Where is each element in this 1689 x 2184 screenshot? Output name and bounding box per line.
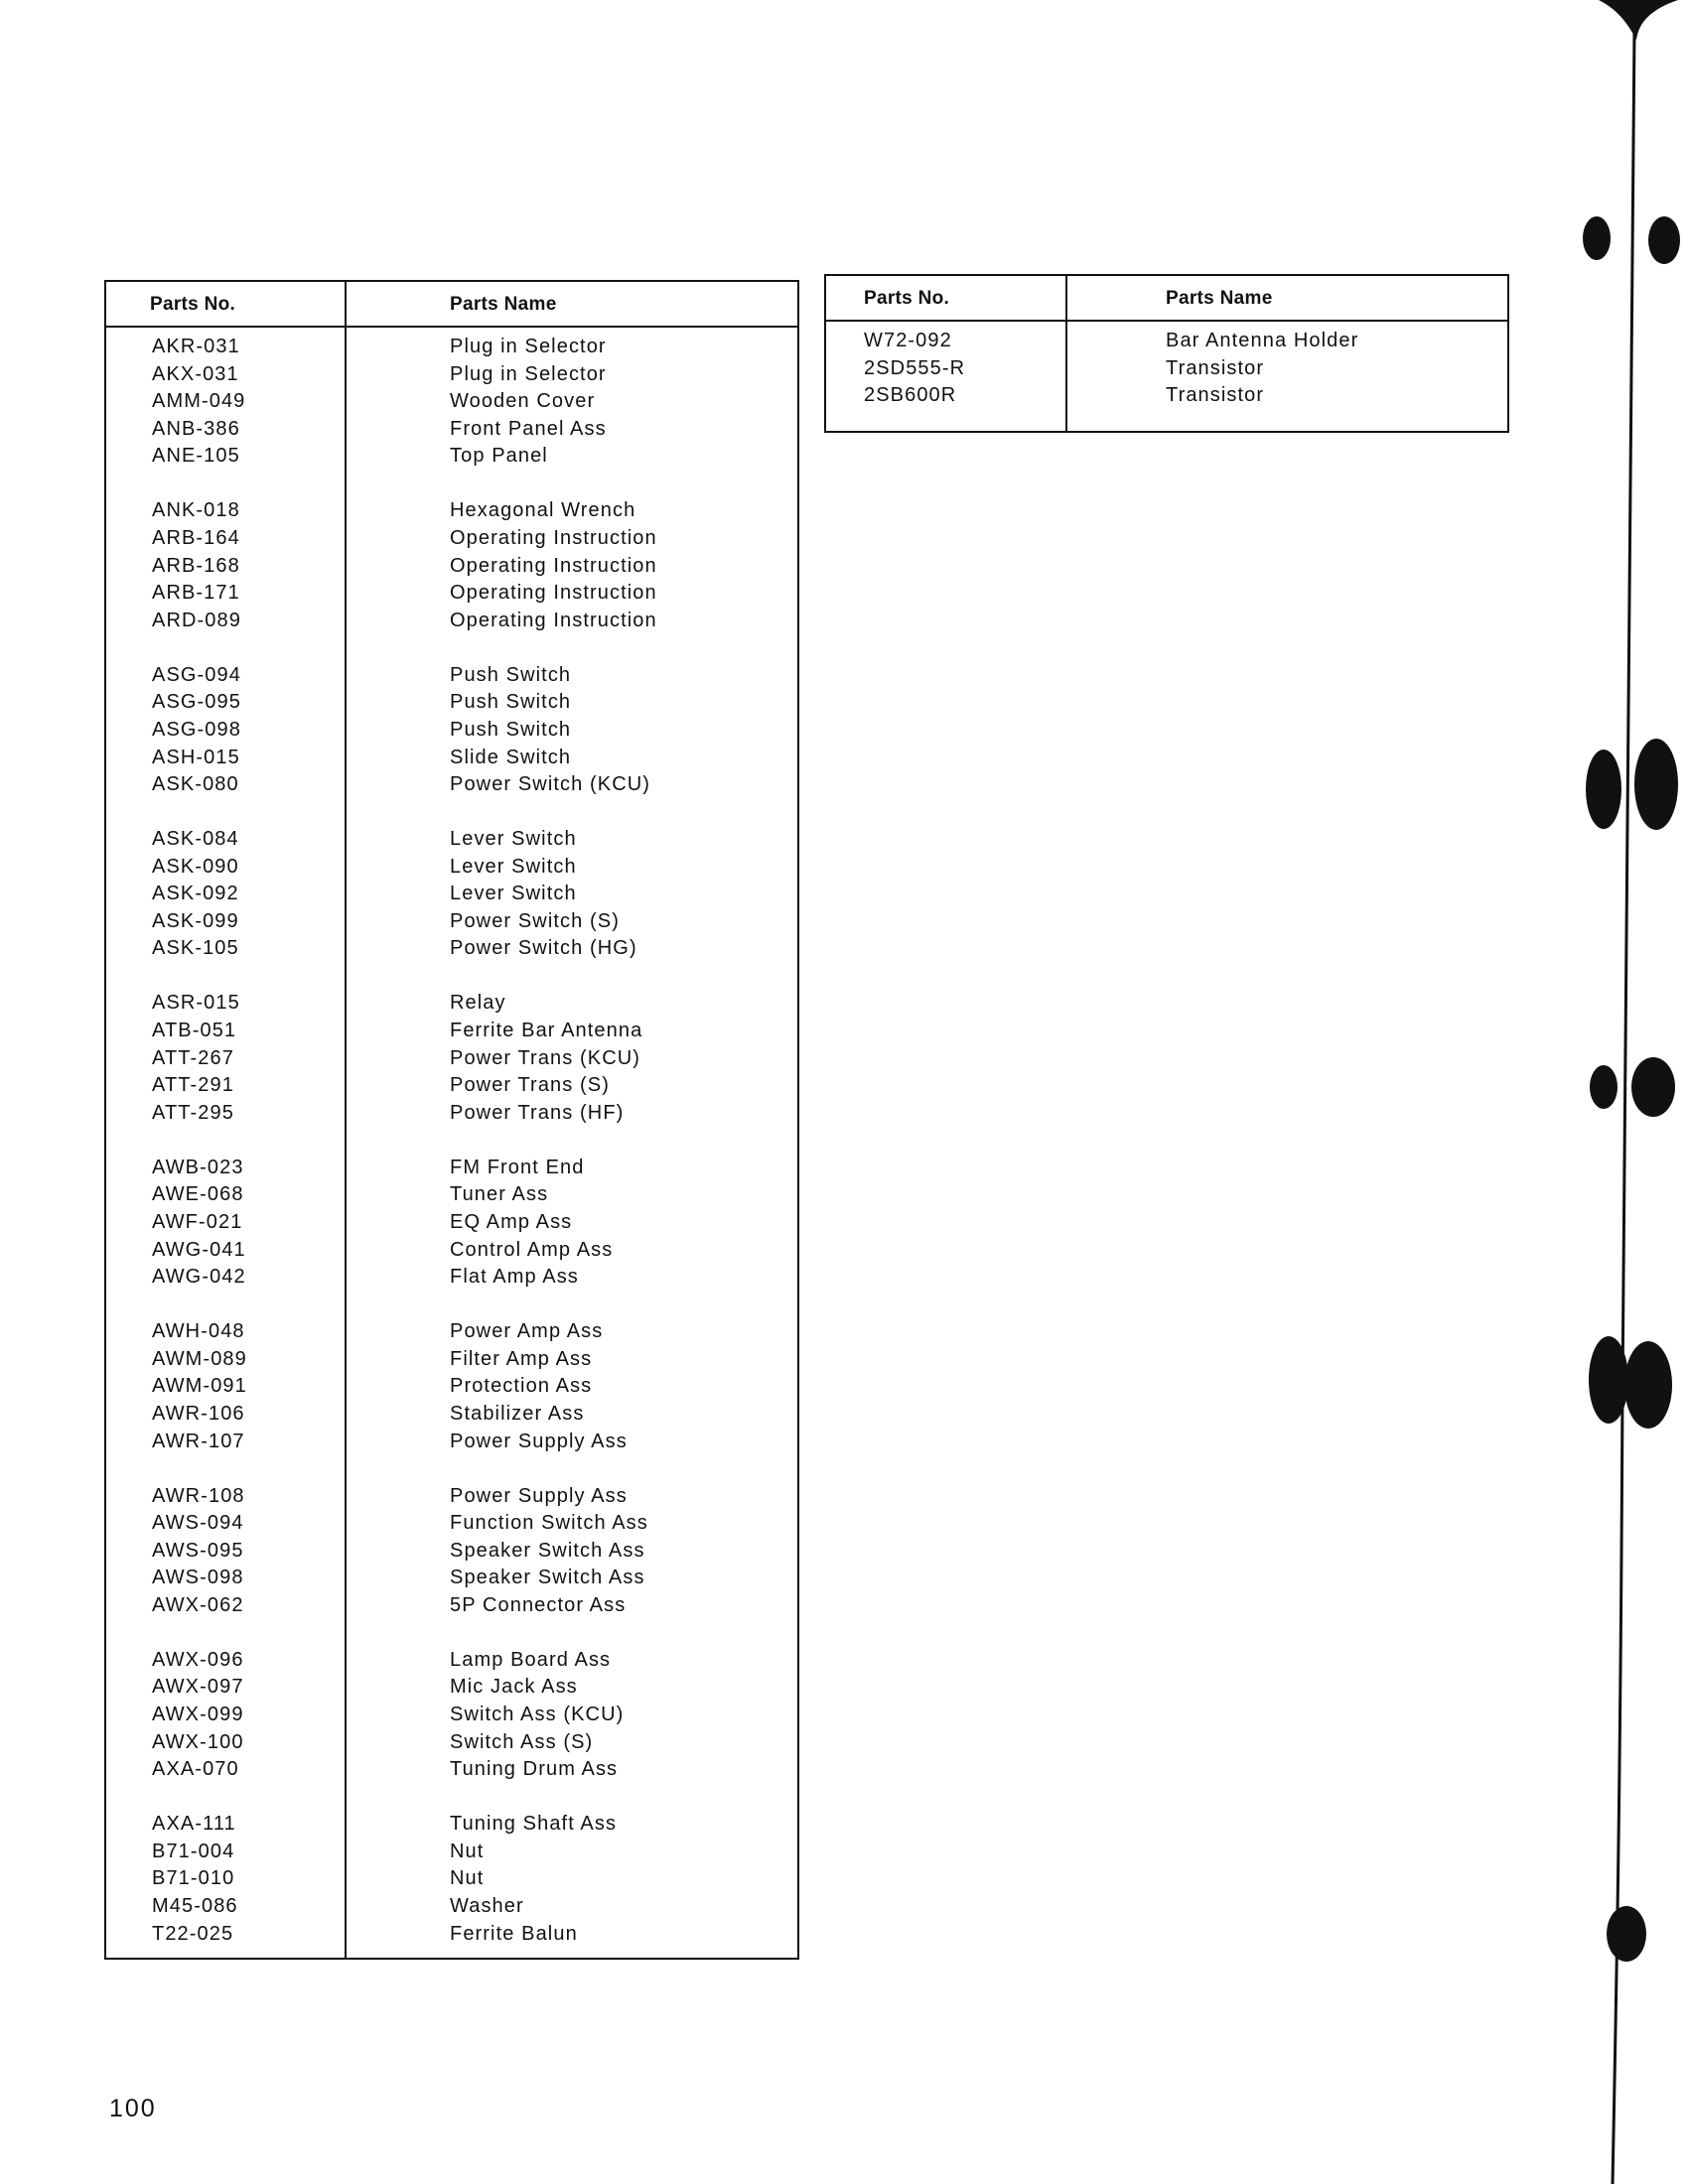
parts-no-cell: ARD-089 [152, 609, 241, 631]
parts-name-cell: Bar Antenna Holder [1166, 330, 1359, 351]
parts-name-cell: Push Switch [450, 663, 572, 686]
parts-no-cell: AWR-107 [152, 1430, 245, 1452]
parts-no-cell: AWS-098 [152, 1567, 244, 1589]
parts-name-cell: Lamp Board Ass [450, 1648, 612, 1671]
parts-no-cell: ANB-386 [152, 417, 240, 440]
binding-hole-4 [1634, 739, 1678, 830]
parts-no-cell: AWR-106 [152, 1402, 245, 1425]
parts-no-cell: ASK-084 [152, 828, 239, 851]
parts-no-cell: ATB-051 [152, 1020, 237, 1042]
parts-no-cell: AWM-091 [152, 1375, 247, 1398]
parts-name-cell: Power Trans (S) [450, 1074, 610, 1097]
parts-name-cell: Tuner Ass [450, 1183, 549, 1206]
parts-name-cell: Power Switch (HG) [450, 937, 637, 960]
parts-name-cell: Power Switch (KCU) [450, 773, 651, 796]
left-header-parts-name: Parts Name [450, 294, 557, 315]
parts-name-cell: Lever Switch [450, 883, 577, 905]
parts-no-cell: ARB-168 [152, 554, 240, 577]
parts-no-cell: AWX-062 [152, 1593, 244, 1616]
right-header-parts-name: Parts Name [1166, 288, 1273, 309]
parts-name-cell: Tuning Shaft Ass [450, 1813, 618, 1836]
parts-no-cell: AWG-041 [152, 1238, 246, 1261]
parts-name-cell: Power Amp Ass [450, 1320, 604, 1343]
parts-name-cell: Ferrite Bar Antenna [450, 1020, 643, 1042]
parts-name-cell: FM Front End [450, 1156, 585, 1178]
parts-name-cell: Push Switch [450, 718, 572, 741]
parts-name-cell: Plug in Selector [450, 336, 607, 357]
binding-hole-5 [1590, 1065, 1618, 1109]
parts-name-cell: Power Supply Ass [450, 1430, 628, 1452]
parts-name-cell: Operating Instruction [450, 526, 657, 549]
parts-name-cell: Power Switch (S) [450, 909, 620, 932]
parts-name-cell: Ferrite Balun [450, 1922, 578, 1945]
parts-name-cell: Washer [450, 1895, 524, 1918]
parts-no-cell: AWX-097 [152, 1676, 244, 1699]
left-header-parts-no: Parts No. [150, 294, 236, 315]
page-number: 100 [109, 2095, 157, 2122]
binding-hole-9 [1607, 1906, 1646, 1962]
parts-name-cell: Relay [450, 992, 506, 1015]
parts-name-cell: Protection Ass [450, 1375, 593, 1398]
parts-name-cell: Wooden Cover [450, 390, 596, 413]
parts-no-cell: AXA-111 [152, 1813, 236, 1836]
parts-no-cell: T22-025 [152, 1922, 234, 1945]
parts-name-cell: Power Trans (KCU) [450, 1046, 641, 1069]
parts-no-cell: AWB-023 [152, 1156, 244, 1178]
parts-name-cell: 5P Connector Ass [450, 1593, 627, 1616]
parts-no-cell: AWM-089 [152, 1347, 247, 1370]
parts-name-cell: Operating Instruction [450, 554, 657, 577]
parts-name-cell: Mic Jack Ass [450, 1676, 578, 1699]
parts-no-cell: ATT-291 [152, 1074, 234, 1097]
parts-no-cell: 2SD555-R [864, 356, 966, 379]
parts-no-cell: B71-004 [152, 1840, 235, 1862]
parts-no-cell: AMM-049 [152, 390, 246, 413]
parts-no-cell: AWX-096 [152, 1648, 244, 1671]
binding-hole-8 [1624, 1341, 1672, 1429]
parts-name-cell: Plug in Selector [450, 362, 607, 385]
parts-no-cell: AKX-031 [152, 362, 239, 385]
parts-no-cell: AWR-108 [152, 1484, 245, 1507]
parts-name-cell: Switch Ass (S) [450, 1730, 594, 1753]
binding-hole-6 [1631, 1057, 1675, 1117]
parts-name-cell: Flat Amp Ass [450, 1266, 579, 1289]
parts-name-cell: Operating Instruction [450, 582, 657, 605]
parts-no-cell: ARB-171 [152, 582, 240, 605]
parts-no-cell: M45-086 [152, 1895, 238, 1918]
parts-name-cell: Top Panel [450, 445, 548, 468]
parts-name-cell: Push Switch [450, 691, 572, 714]
parts-name-cell: Power Supply Ass [450, 1484, 628, 1507]
parts-no-cell: AWX-100 [152, 1730, 244, 1753]
binding-hole-1 [1583, 216, 1611, 260]
parts-no-cell: AWS-095 [152, 1539, 244, 1562]
parts-no-cell: AWE-068 [152, 1183, 244, 1206]
parts-no-cell: AWH-048 [152, 1320, 245, 1343]
parts-name-cell: Speaker Switch Ass [450, 1567, 645, 1589]
parts-no-cell: AWF-021 [152, 1210, 243, 1233]
right-header-parts-no: Parts No. [864, 288, 950, 309]
parts-no-cell: ANE-105 [152, 445, 240, 468]
parts-no-cell: AWS-094 [152, 1512, 244, 1535]
parts-no-cell: ASH-015 [152, 746, 240, 768]
parts-name-cell: Slide Switch [450, 746, 572, 768]
parts-no-cell: 2SB600R [864, 384, 957, 407]
parts-name-cell: Tuning Drum Ass [450, 1758, 619, 1781]
parts-no-cell: AWX-099 [152, 1704, 244, 1726]
parts-name-cell: Stabilizer Ass [450, 1402, 585, 1425]
parts-name-cell: Transistor [1166, 356, 1265, 379]
parts-no-cell: ASK-090 [152, 855, 239, 878]
parts-no-cell: ASG-094 [152, 663, 241, 686]
parts-name-cell: Nut [450, 1867, 485, 1890]
parts-no-cell: AKR-031 [152, 336, 240, 357]
parts-name-cell: Power Trans (HF) [450, 1101, 625, 1124]
parts-no-cell: ANK-018 [152, 499, 240, 522]
parts-name-cell: Nut [450, 1840, 485, 1862]
parts-name-cell: EQ Amp Ass [450, 1210, 573, 1233]
parts-no-cell: ASK-092 [152, 883, 239, 905]
parts-no-cell: ASK-099 [152, 909, 239, 932]
parts-name-cell: Transistor [1166, 384, 1265, 407]
parts-name-cell: Function Switch Ass [450, 1512, 648, 1535]
parts-no-cell: ASG-095 [152, 691, 241, 714]
parts-no-cell: ASR-015 [152, 992, 240, 1015]
parts-no-cell: ATT-267 [152, 1046, 234, 1069]
parts-name-cell: Hexagonal Wrench [450, 499, 636, 522]
spine-line [1613, 30, 1634, 2184]
parts-name-cell: Front Panel Ass [450, 417, 607, 440]
parts-no-cell: ARB-164 [152, 526, 240, 549]
parts-name-cell: Speaker Switch Ass [450, 1539, 645, 1562]
parts-no-cell: B71-010 [152, 1867, 235, 1890]
binding-hole-7 [1589, 1336, 1628, 1424]
parts-name-cell: Filter Amp Ass [450, 1347, 593, 1370]
parts-no-cell: W72-092 [864, 330, 952, 351]
parts-no-cell: AXA-070 [152, 1758, 239, 1781]
parts-name-cell: Switch Ass (KCU) [450, 1704, 625, 1726]
parts-name-cell: Lever Switch [450, 828, 577, 851]
parts-name-cell: Operating Instruction [450, 609, 657, 631]
parts-no-cell: ASG-098 [152, 718, 241, 741]
binding-hole-3 [1586, 750, 1621, 829]
parts-name-cell: Control Amp Ass [450, 1238, 614, 1261]
parts-name-cell: Lever Switch [450, 855, 577, 878]
parts-no-cell: ASK-105 [152, 937, 239, 960]
parts-no-cell: ATT-295 [152, 1101, 234, 1124]
parts-no-cell: ASK-080 [152, 773, 239, 796]
parts-no-cell: AWG-042 [152, 1266, 246, 1289]
spine-top-mark [1599, 0, 1678, 40]
binding-hole-2 [1648, 216, 1680, 264]
